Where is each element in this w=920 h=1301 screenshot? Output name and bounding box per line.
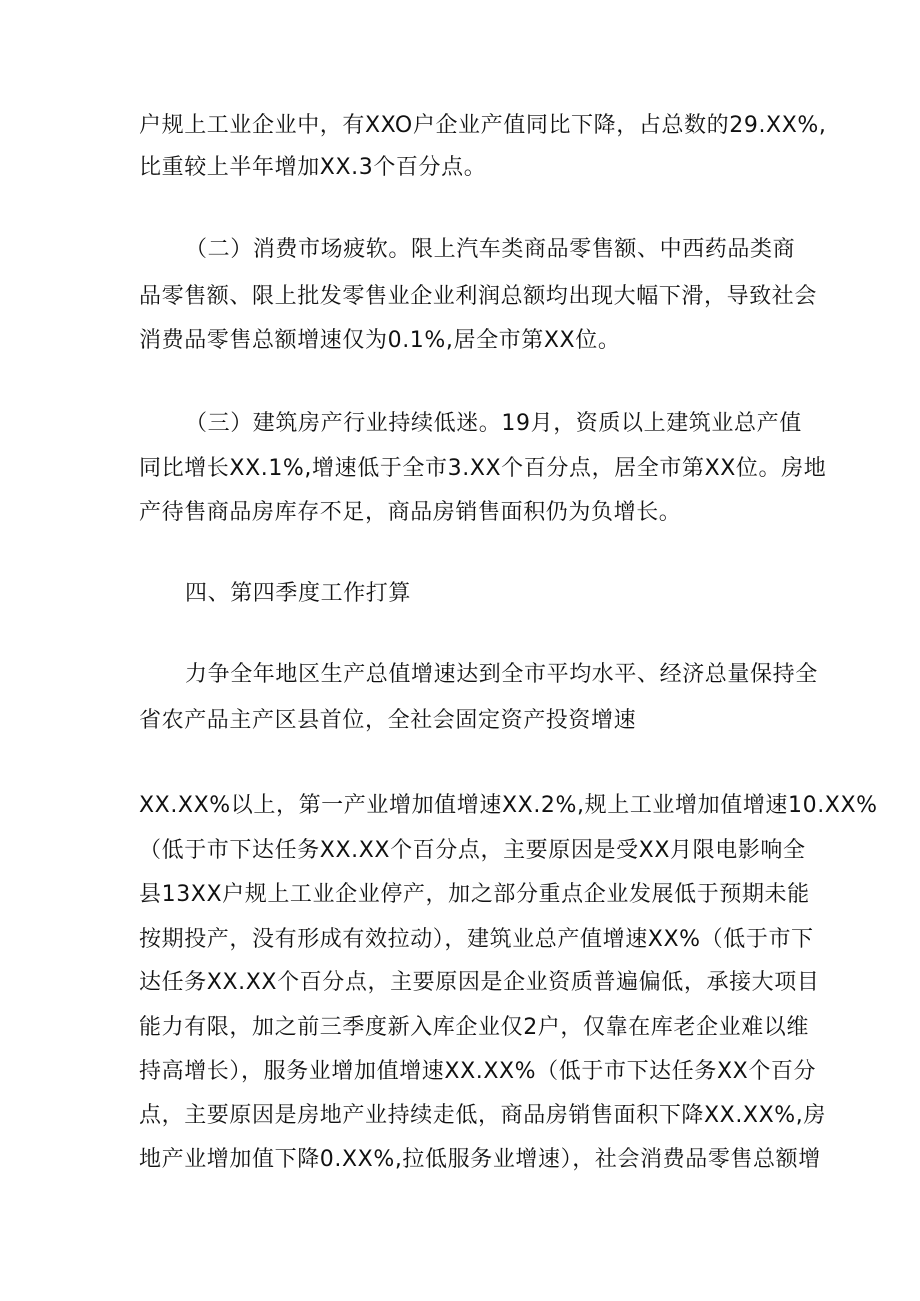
construction-heading-line: （三）建筑房产行业持续低迷。19月，资质以上建筑业总产值 xyxy=(185,411,802,436)
paragraph-line: 品零售额、限上批发零售业企业利润总额均出现大幅下滑，导致社会 xyxy=(139,284,818,309)
paragraph-line: 按期投产，没有形成有效拉动），建筑业总产值增速XX%（低于市下 xyxy=(139,927,814,952)
paragraph-line: 省农产品主产区县首位，全社会固定资产投资增速 xyxy=(139,708,637,733)
consumer-market-heading-line: （二）消费市场疲软。限上汽车类商品零售额、中西药品类商 xyxy=(185,237,796,262)
paragraph-line: 县13XX户规上工业企业停产，加之部分重点企业发展低于预期未能 xyxy=(139,882,810,907)
paragraph-line: 同比增长XX.1%,增速低于全市3.XX个百分点，居全市第XX位。房地 xyxy=(139,456,827,481)
paragraph-line: XX.XX%以上，第一产业增加值增速XX.2%,规上工业增加值增速10.XX% xyxy=(139,793,878,818)
paragraph-line: 点，主要原因是房地产业持续走低，商品房销售面积下降XX.XX%,房 xyxy=(139,1103,826,1128)
paragraph-line: 地产业增加值下降0.XX%,拉低服务业增速），社会消费品零售总额增 xyxy=(139,1147,821,1172)
section-heading: 四、第四季度工作打算 xyxy=(185,581,412,606)
paragraph-line: 持高增长），服务业增加值增速XX.XX%（低于市下达任务XX个百分 xyxy=(139,1059,817,1084)
paragraph-line: 力争全年地区生产总值增速达到全市平均水平、经济总量保持全 xyxy=(185,662,818,687)
paragraph-line: 产待售商品房库存不足，商品房销售面积仍为负增长。 xyxy=(139,500,682,525)
paragraph-line: 户规上工业企业中，有XXO户企业产值同比下降，占总数的29.XX%, xyxy=(139,113,827,138)
paragraph-line: 消费品零售总额增速仅为0.1%,居全市第XX位。 xyxy=(139,328,621,353)
paragraph-line: （低于市下达任务XX.XX个百分点，主要原因是受XX月限电影响全 xyxy=(139,838,806,863)
paragraph-line: 比重较上半年增加XX.3个百分点。 xyxy=(139,155,487,180)
paragraph-line: 能力有限，加之前三季度新入库企业仅2户，仅靠在库老企业难以维 xyxy=(139,1015,809,1040)
paragraph-line: 达任务XX.XX个百分点，主要原因是企业资质普遍偏低，承接大项目 xyxy=(139,970,820,995)
